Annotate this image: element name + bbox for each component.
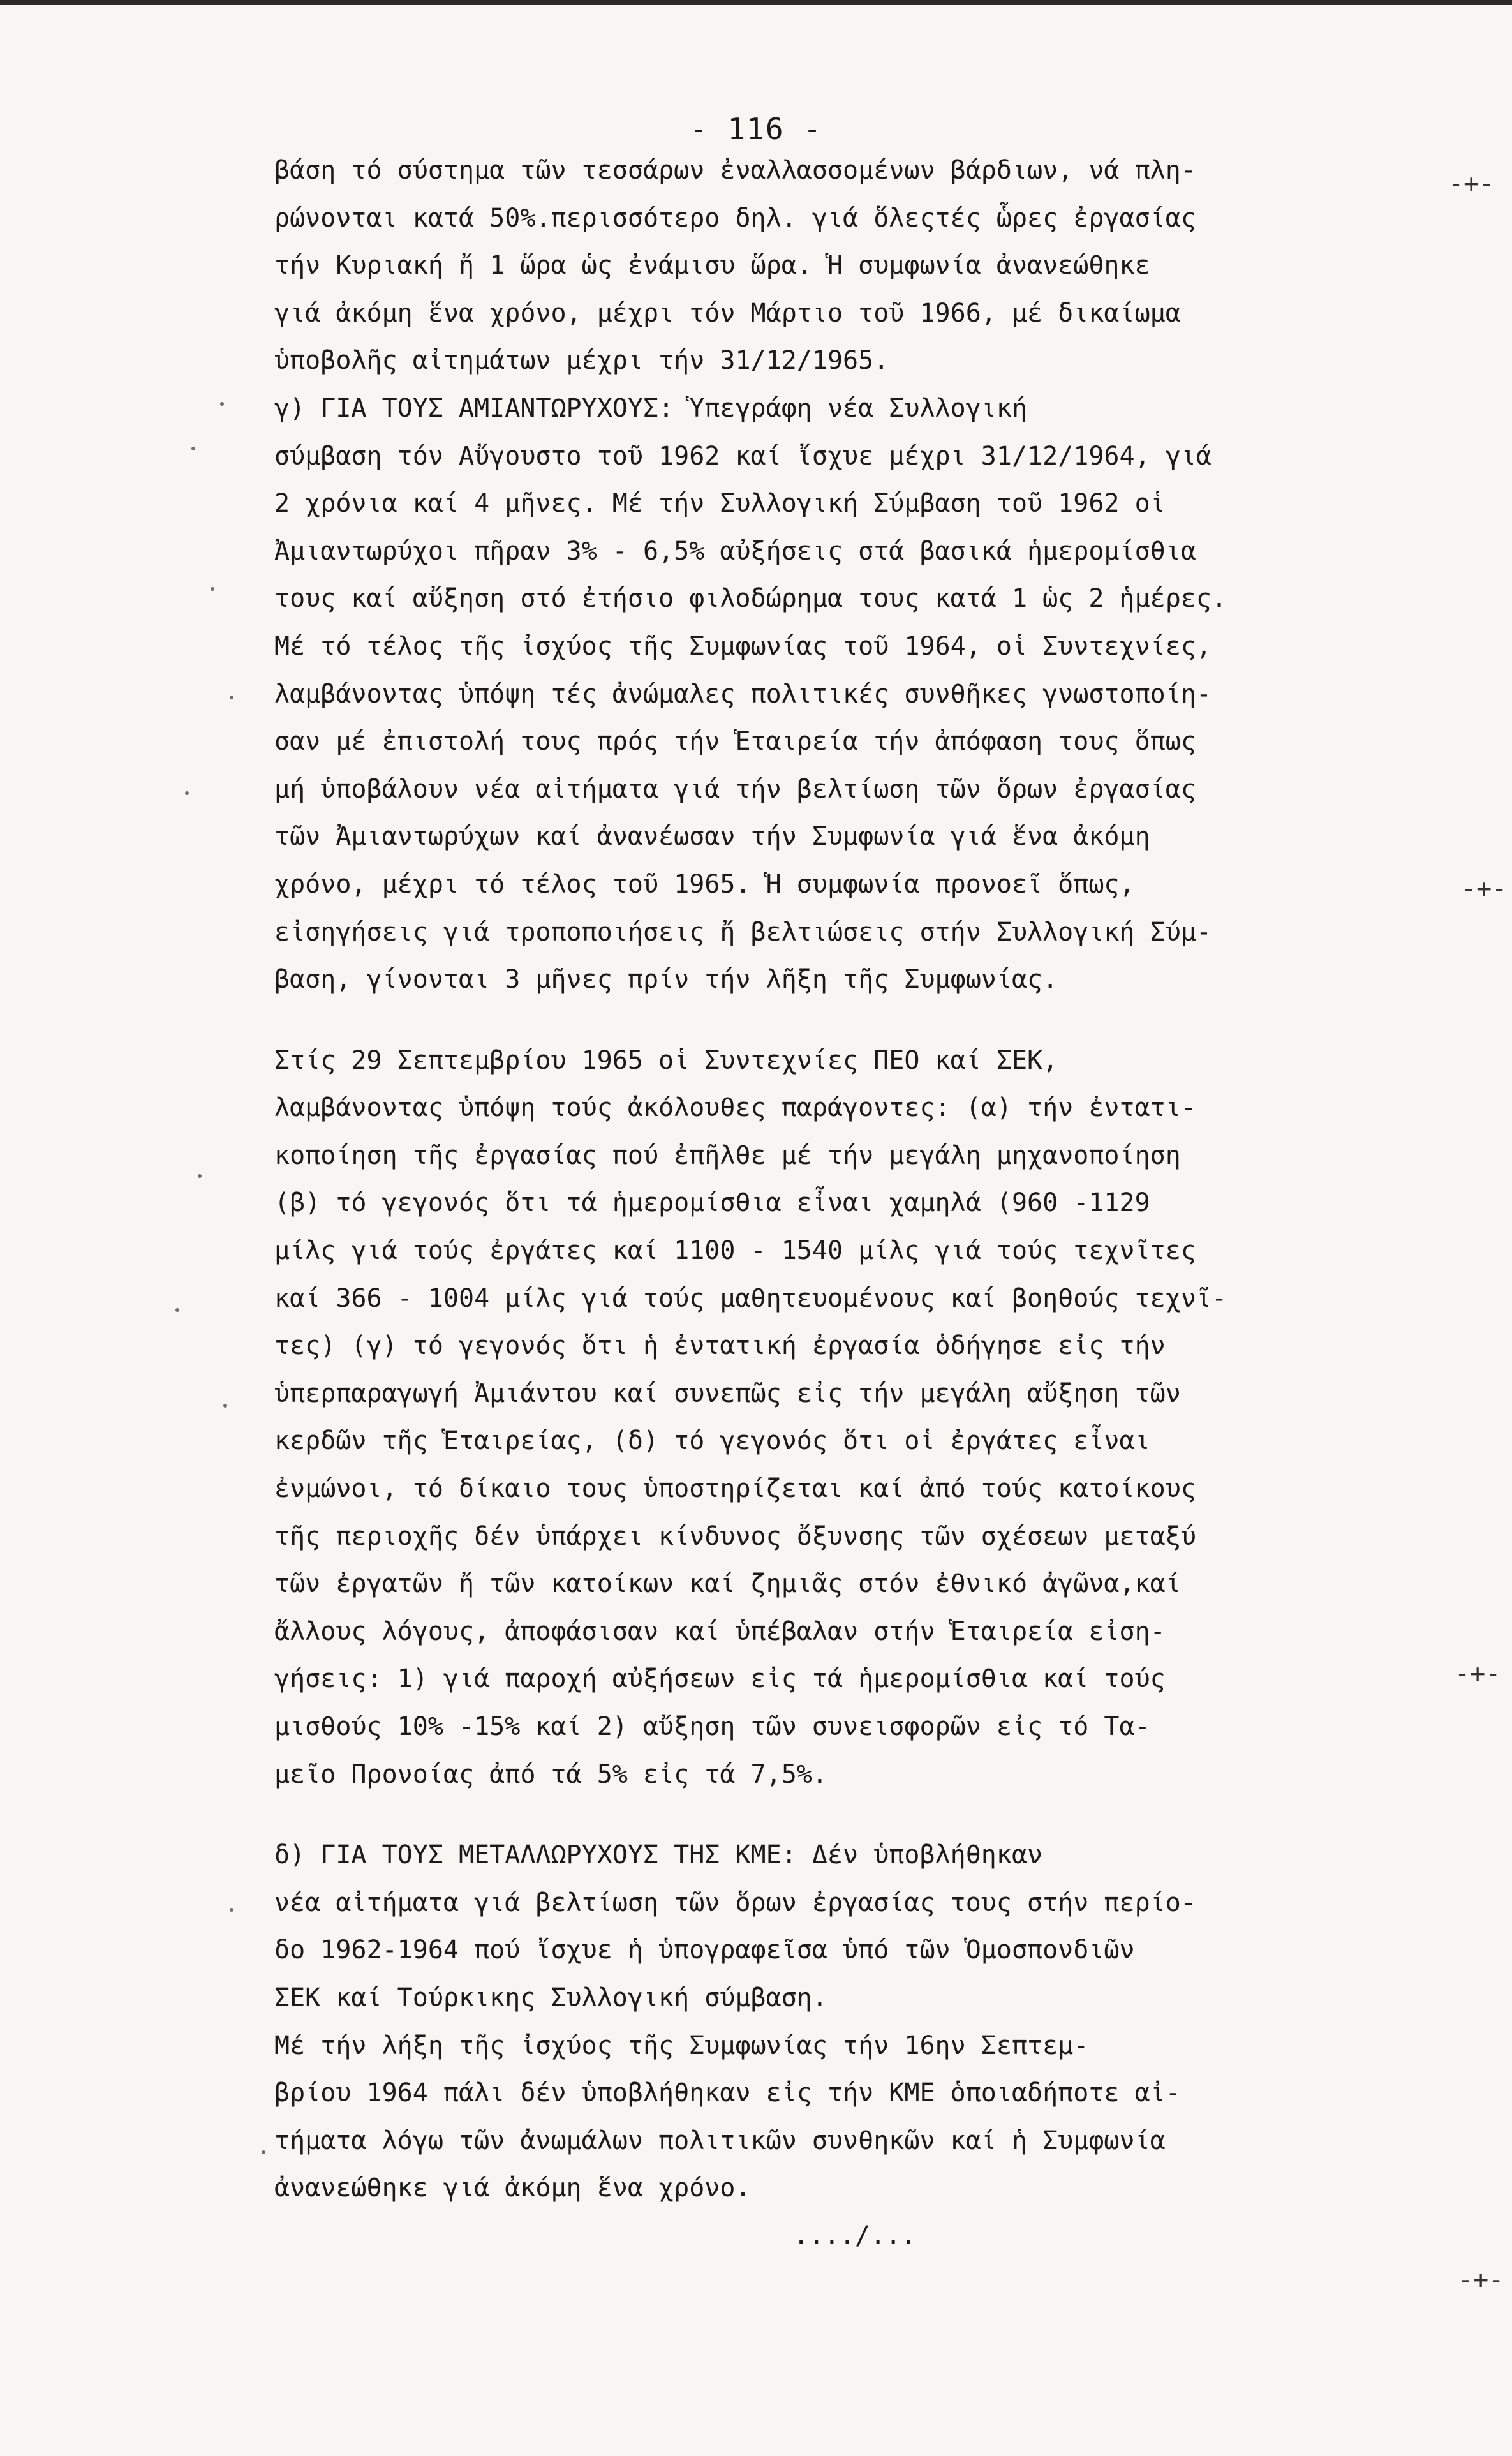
text-line: μισθούς 10% -15% καί 2) αὔξηση τῶν συνεισφορῶν εἰς τό Τα- [274,1712,1150,1741]
section-heading-metal-miners: δ) ΓΙΑ ΤΟΥΣ ΜΕΤΑΛΛΩΡΥΧΟΥΣ ΤΗΣ ΚΜΕ: Δέν ὑποβλήθηκαν [274,1840,1043,1870]
scan-speckle [262,2150,265,2154]
text-line: ὑπερπαραγωγή Ἀμιάντου καί συνεπῶς εἰς τήν μεγάλη αὔξηση τῶν [274,1378,1181,1408]
text-line: χρόνο, μέχρι τό τέλος τοῦ 1965. Ἡ συμφωνία προνοεῖ ὅπως, [274,869,1135,899]
text-line: 2 χρόνια καί 4 μῆνες. Μέ τήν Συλλογική Σύμβαση τοῦ 1962 οἱ [274,489,1166,519]
text-line: σύμβαση τόν Αὔγουστο τοῦ 1962 καί ἴσχυε μέχρι 31/12/1964, γιά [274,441,1212,471]
text-line: Μέ τήν λήξη τῆς ἰσχύος τῆς Συμφωνίας τήν 16ην Σεπτεμ- [274,2030,1089,2060]
margin-mark: -+- [1455,1659,1501,1688]
scan-speckle [191,447,195,450]
text-line: ἄλλους λόγους, ἀποφάσισαν καί ὑπέβαλαν στήν Ἑταιρεία εἰση- [274,1616,1166,1646]
text-line: γήσεις: 1) γιά παροχή αὐξήσεων εἰς τά ἡμερομίσθια καί τούς [274,1664,1166,1694]
text-line: Μέ τό τέλος τῆς ἰσχύος τῆς Συμφωνίας τοῦ 1964, οἱ Συντεχνίες, [274,631,1212,661]
text-line: ΣΕΚ καί Τούρκικης Συλλογική σύμβαση. [274,1983,827,2013]
margin-mark: -+- [1458,2265,1504,2295]
text-line: εἰσηγήσεις γιά τροποποιήσεις ἤ βελτιώσεις στήν Συλλογική Σύμ- [274,917,1212,947]
text-line: δο 1962-1964 πού ἴσχυε ἡ ὑπογραφεῖσα ὑπό τῶν Ὁμοσπονδιῶν [274,1935,1135,1965]
text-line: κερδῶν τῆς Ἑταιρείας, (δ) τό γεγονός ὅτι οἱ ἐργάτες εἶναι [274,1426,1150,1456]
text-line: βαση, γίνονται 3 μῆνες πρίν τήν λῆξη τῆς Συμφωνίας. [274,965,1058,995]
text-line: ὑποβολῆς αἰτημάτων μέχρι τήν 31/12/1965. [274,346,889,376]
text-line: μεῖο Προνοίας ἀπό τά 5% εἰς τά 7,5%. [274,1759,827,1789]
scan-speckle [220,402,224,406]
text-line: τους καί αὔξηση στό ἐτήσιο φιλοδώρημα τους κατά 1 ὡς 2 ἡμέρες. [274,584,1227,614]
text-line: γιά ἀκόμη ἕνα χρόνο, μέχρι τόν Μάρτιο τοῦ 1966, μέ δικαίωμα [274,298,1181,328]
text-line: τήν Κυριακή ἤ 1 ὥρα ὡς ἐνάμισυ ὥρα. Ἡ συμφωνία ἀνανεώθηκε [274,251,1150,281]
text-line: ρώνονται κατά 50%.περισσότερο δηλ. γιά ὅλεςτές ὧρες ἐργασίας [274,203,1196,233]
text-line: σαν μέ ἐπιστολή τους πρός τήν Ἑταιρεία τήν ἀπόφαση τους ὅπως [274,727,1196,757]
text-line: τῶν ἐργατῶν ἤ τῶν κατοίκων καί ζημιᾶς στόν ἐθνικό ἀγῶνα,καί [274,1569,1181,1599]
text-line: βρίου 1964 πάλι δέν ὑποβλήθηκαν εἰς τήν ΚΜΕ ὁποιαδήποτε αἰ- [274,2078,1181,2108]
body-text [274,147,1359,2260]
section-heading-asbestos-miners: γ) ΓΙΑ ΤΟΥΣ ΑΜΙΑΝΤΩΡΥΧΟΥΣ: Ὑπεγράφη νέα Συλλογική [274,393,1028,423]
text-line: μίλς γιά τούς ἐργάτες καί 1100 - 1540 μίλς γιά τούς τεχνῖτες [274,1236,1196,1266]
scan-top-edge [0,0,1512,5]
scan-speckle [230,696,233,699]
text-line: ἀνανεώθηκε γιά ἀκόμη ἕνα χρόνο. [274,2173,751,2203]
text-line: (β) τό γεγονός ὅτι τά ἡμερομίσθια εἶναι χαμηλά (960 -1129 [274,1188,1150,1218]
text-line: καί 366 - 1004 μίλς γιά τούς μαθητευομένους καί βοηθούς τεχνῖ- [274,1283,1227,1313]
scan-speckle [223,1404,227,1408]
text-line: λαμβάνοντας ὑπόψη τούς ἀκόλουθες παράγοντες: (α) τήν ἐντατι- [274,1093,1196,1123]
scan-speckle [185,791,189,795]
text-line: μή ὑποβάλουν νέα αἰτήματα γιά τήν βελτίωση τῶν ὅρων ἐργασίας [274,774,1196,804]
continuation-mark: ..../... [793,2221,917,2251]
text-line: λαμβάνοντας ὑπόψη τές ἀνώμαλες πολιτικές συνθῆκες γνωστοποίη- [274,679,1212,709]
text-line: βάση τό σύστημα τῶν τεσσάρων ἐναλλασσομένων βάρδιων, νά πλη- [274,156,1196,185]
scan-speckle [211,587,214,591]
text-line: τες) (γ) τό γεγονός ὅτι ἡ ἐντατική ἐργασία ὁδήγησε εἰς τήν [274,1331,1166,1361]
text-line: τήματα λόγω τῶν ἀνωμάλων πολιτικῶν συνθηκῶν καί ἡ Συμφωνία [274,2125,1166,2155]
text-line: νέα αἰτήματα γιά βελτίωση τῶν ὅρων ἐργασίας τους στήν περίο- [274,1887,1196,1917]
paragraph-start: Στίς 29 Σεπτεμβρίου 1965 οἱ Συντεχνίες ΠΕΟ καί ΣΕΚ, [274,1045,1058,1075]
scan-speckle [175,1308,179,1312]
text-line: τῶν Ἀμιαντωρύχων καί ἀνανέωσαν τήν Συμφωνία γιά ἕνα ἀκόμη [274,822,1150,852]
margin-mark: -+- [1461,874,1508,904]
text-line: ἐνμώνοι, τό δίκαιο τους ὑποστηρίζεται καί ἀπό τούς κατοίκους [274,1474,1196,1504]
page-number: - 116 - [690,112,822,146]
paragraph-gap [274,1798,1359,1831]
scan-speckle [198,1174,202,1178]
text-line: κοποίηση τῆς ἐργασίας πού ἐπῆλθε μέ τήν μεγάλη μηχανοποίηση [274,1140,1181,1170]
margin-mark: -+- [1448,169,1495,198]
text-line: Ἀμιαντωρύχοι πῆραν 3% - 6,5% αὐξήσεις στά βασικά ἡμερομίσθια [274,536,1196,566]
text-line: τῆς περιοχῆς δέν ὑπάρχει κίνδυνος ὄξυνσης τῶν σχέσεων μεταξύ [274,1521,1196,1551]
scan-speckle [230,1908,233,1912]
paragraph-gap [274,1004,1359,1037]
